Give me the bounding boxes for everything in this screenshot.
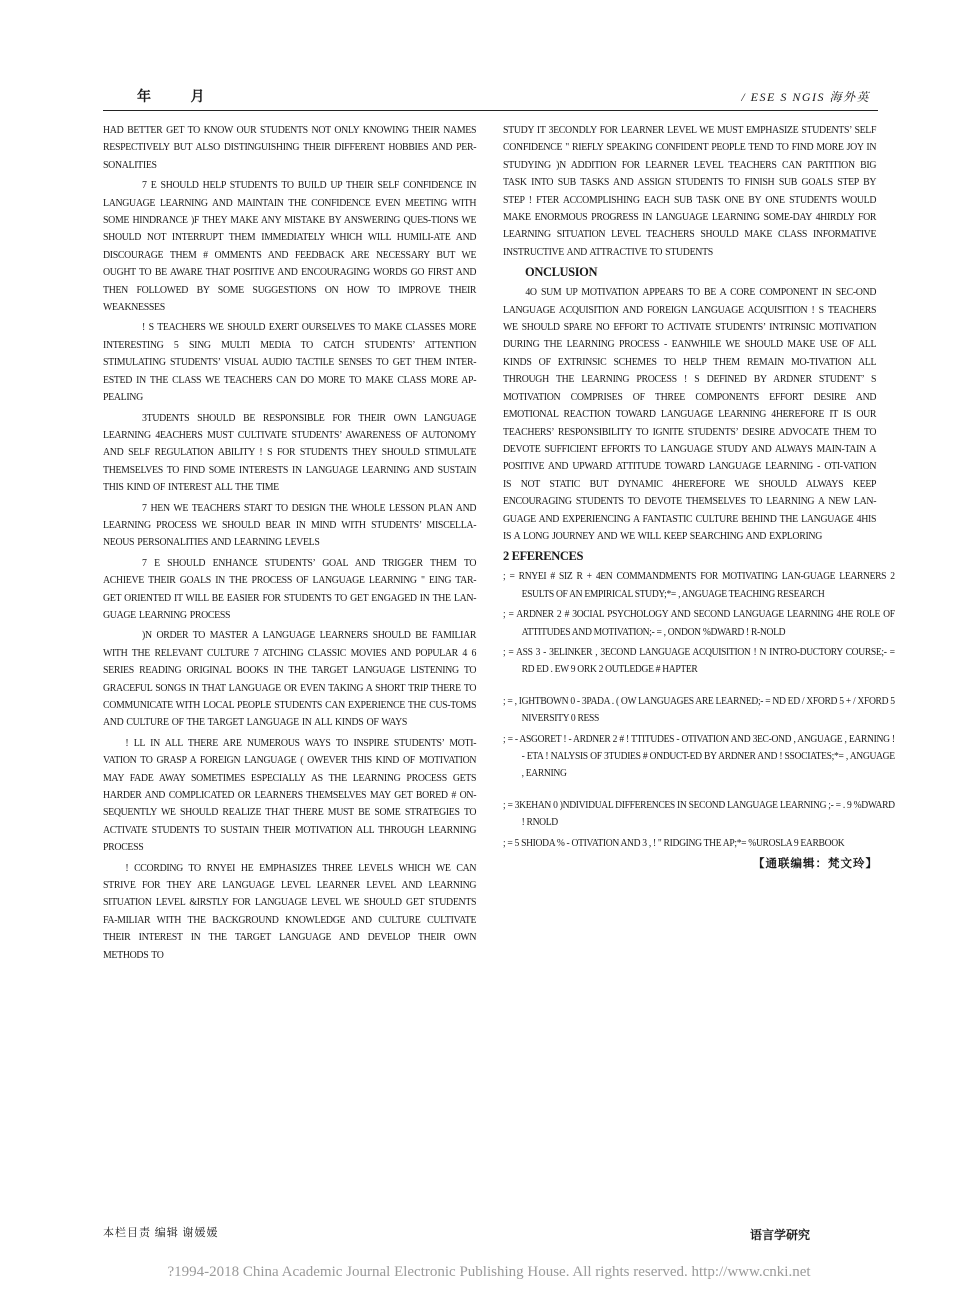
paragraph: ! S TEACHERS WE SHOULD EXERT OURSELVES TO MAKE CLASSES MORE INTERESTING 5 SING MULTI MEDIA TO CATCH STUDENTS’ ATTENTION STIMULATING STUDENTS’ VISUAL AUDIO TACTILE SENSES TO GET THEM INTER-ESTED IN THE CLASS WE TEACHERS CAN DO MORE TO MAKE CLASS MORE AP-PEALING	[103, 322, 477, 404]
paragraph: 7 HEN WE TEACHERS START TO DESIGN THE WHOLE LESSON PLAN AND LEARNING PROCESS WE SHOULD BEAR IN MIND WITH STUDENTS’ MISCELLA-NEOUS PERSONALITIES AND LEARNING LEVELS	[103, 502, 477, 549]
copyright-notice: ?1994-2018 China Academic Journal Electronic Publishing House. All rights reserved. http://www.cnki.net	[167, 1264, 811, 1280]
paragraph: 7 E SHOULD HELP STUDENTS TO BUILD UP THEIR SELF CONFIDENCE IN LANGUAGE LEARNING AND MAINTAIN THE CONFIDENCE EVEN MEETING WITH SOME HINDRANCE )F THEY MAKE ANY MISTAKE BY ANSWERING QUES-TIONS WE SHOULD NOT INTERRUPT THEM IMMEDIATELY WHICH WILL HUMILI-ATE AND DISCOURAGE THEM # OMMENTS AND FEEDBACK ARE NECESSARY BUT WE OUGHT TO BE AWARE THAT POSITIVE AND ENCOURAGING WORDS GO FIRST AND THEN FOLLOWED BY SOME SUGGESTIONS ON HOW TO IMPROVE THEIR WEAKNESSES	[103, 180, 477, 314]
paragraph: 7 E SHOULD ENHANCE STUDENTS’ GOAL AND TRIGGER THEM TO ACHIEVE THEIR GOALS IN THE PROCESS OF LANGUAGE LEARNING " EING TAR-GET ORIENTED IT WILL BE EASIER FOR STUDENTS TO GET ENGAGED IN THE LAN-GUAGE LEARNING PROCESS	[103, 557, 477, 621]
references-list	[503, 568, 895, 852]
editor-note: 【通联编辑：梵文玲】	[753, 858, 878, 871]
conclusion-heading: ONCLUSION	[525, 265, 598, 280]
footer-section-name: 语言学研究	[750, 1228, 811, 1242]
footer-editor-credit: 本栏目责 编辑 谢媛媛	[103, 1227, 219, 1239]
reference-item: ; = - ASGORET ! - ARDNER 2 # ! TTITUDES - OTIVATION AND 3EC-OND , ANGUAGE , EARNING ! - ETA ! NALYSIS OF 3TUDIES # ONDUCT-ED BY ARDNER AND ! SSOCIATES;*= , ANGUAGE , EARNING	[503, 733, 895, 780]
reference-item: ; = ARDNER 2 # 3OCIAL PSYCHOLOGY AND SECOND LANGUAGE LEARNING 4HE ROLE OF ATTITUDES AND MOTIVATION;- = , ONDON %DWARD ! R-NOLD	[503, 609, 895, 638]
header-journal-name: / ESE S NGIS 海外英	[741, 90, 870, 104]
header-rule	[103, 110, 878, 111]
paragraph: STUDY IT 3ECONDLY FOR LEARNER LEVEL WE MUST EMPHASIZE STUDENTS’ SELF CONFIDENCE " RIEFLY SPEAKING CONFIDENT PEOPLE TEND TO FIND MORE JOY IN STUDYING )N ADDITION FOR LEARNER LEVEL TEACHERS CAN PARTITION BIG TASK INTO SUB TASKS AND ASSIGN STUDENTS TO FINISH SUB GOALS STEP BY STEP ! FTER ACCOMPLISHING EACH SUB TASK ONE BY ONE STUDENTS WOULD MAKE ENORMOUS PROGRESS IN LANGUAGE LEARNING SOME-DAY 4HIRDLY FOR LEARNING SITUATION LEVEL TEACHERS SHOULD MAKE CLASS INFORMATIVE INSTRUCTIVE AND ATTRACTIVE TO STUDENTS	[503, 125, 877, 258]
paragraph: ! LL IN ALL THERE ARE NUMEROUS WAYS TO INSPIRE STUDENTS’ MOTI-VATION TO GRASP A FOREIGN LANGUAGE ( OWEVER THIS KIND OF MOTIVATION MAY FADE AWAY SOMETIMES ESPECIALLY AS THE LEARNING PROCESS GETS HARDER AND COMPLICATED OR LEARNERS THEMSELVES MAY GET BORED # ON-SEQUENTLY WE SHOULD REALIZE THAT THERE MUST BE SOME STRATEGIES TO ACTIVATE STUDENTS TO SUSTAIN THEIR MOTIVATION ALL THROUGH LEARNING PROCESS	[103, 737, 477, 854]
reference-item: ; = ASS 3 - 3ELINKER , 3ECOND LANGUAGE ACQUISITION ! N INTRO-DUCTORY COURSE;- = RD ED . EW 9 ORK 2 OUTLEDGE # HAPTER	[503, 646, 895, 676]
paragraph: HAD BETTER GET TO KNOW OUR STUDENTS NOT ONLY KNOWING THEIR NAMES RESPECTIVELY BUT ALSO DISTINGUISHING THEIR DIFFERENT HOBBIES AND PER-SONALITIES	[103, 125, 477, 171]
reference-item: ; = 5 SHIODA % - OTIVATION AND 3 , ! " RIDGING THE AP;*= %UROSLA 9 EARBOOK	[503, 837, 845, 849]
references-heading: 2 EFERENCES	[503, 549, 583, 564]
paragraph: 4O SUM UP MOTIVATION APPEARS TO BE A CORE COMPONENT IN SEC-OND LANGUAGE ACQUISITION AND FOREIGN LANGUAGE ACQUISITION ! S TEACHERS WE SHOULD SPARE NO EFFORT TO ACTIVATE STUDENTS’ INTRINSIC MOTIVATION DURING THE LEARNING PROCESS - EANWHILE WE SHOULD MAKE USE OF ALL KINDS OF EXTRINSIC SCHEMES TO HELP THEM REMAIN MO-TIVATION ALL THROUGH THE LEARNING PROCESS ! S DEFINED BY ARDNER STUDENT’ S MOTIVATION COMPRISES OF THREE COMPONENTS EFFORT DESIRE AND EMOTIONAL REACTION TOWARD LANGUAGE LEARNING 4HEREFORE IT IS OUR TEACHERS’ RESPONSIBILITY TO IGNITE STUDENTS’ DESIRE ADVOCATE THEM TO DEVOTE SUFFICIENT EFFORTS TO LANGUAGE STUDY AND ALWAYS MAIN-TAIN A POSITIVE AND UPWARD ATTITUDE TOWARD LANGUAGE LEARNING - OTI-VATION IS NOT STATIC BUT DYNAMIC 4HEREFORE WE SHOULD ALWAYS KEEP ENCOURAGING STUDENTS TO DEVOTE THEMSELVES TO LEARNING A NEW LAN-GUAGE AND EXPERIENCING A FANTASTIC CULTURE BEHIND THE LANGUAGE 4HIS IS A LONG JOURNEY AND WE WILL KEEP SEARCHING AND EXPLORING	[503, 287, 877, 542]
left-column	[103, 122, 478, 967]
header-issue-date: 年 月	[137, 90, 223, 105]
right-column-paragraphs	[503, 122, 878, 261]
paragraph: )N ORDER TO MASTER A LANGUAGE LEARNERS SHOULD BE FAMILIAR WITH THE RELEVANT CULTURE 7 ATCHING CLASSIC MOVIES AND POPULAR 4 6 SERIES READING ORIGINAL BOOKS IN THE TARGET LANGUAGE LISTENING TO GRACEFUL SONGS IN THAT LANGUAGE OR EVEN TAKING A SHORT TRIP THERE TO COMMUNICATE WITH LOCAL PEOPLE STUDENTS CAN EXPERIENCE THE CUS-TOMS AND CULTURE OF THE TARGET LANGUAGE IN ALL KINDS OF WAYS	[103, 630, 477, 729]
paragraph: 3TUDENTS SHOULD BE RESPONSIBLE FOR THEIR OWN LANGUAGE LEARNING 4EACHERS MUST CULTIVATE STUDENTS’ AWARENESS OF AUTONOMY AND SELF REGULATION ABILITY ! S FOR STUDENTS THEY SHOULD STIMULATE THEMSELVES TO FIND SOME INTERESTS IN LANGUAGE LEARNING AND SUSTAIN THIS KIND OF INTEREST ALL THE TIME	[103, 412, 477, 494]
reference-item: ; = 3KEHAN 0 )NDIVIDUAL DIFFERENCES IN SECOND LANGUAGE LEARNING ;- = . 9 %DWARD ! RNOLD	[503, 799, 895, 829]
reference-item: ; = RNYEI # SIZ R + 4EN COMMANDMENTS FOR MOTIVATING LAN-GUAGE LEARNERS 2 ESULTS OF AN EMPIRICAL STUDY;*= , ANGUAGE TEACHING RESEARCH	[503, 571, 895, 600]
conclusion-paragraphs	[503, 284, 878, 545]
reference-item: ; = , IGHTBOWN 0 - 3PADA . ( OW LANGUAGES ARE LEARNED;- = ND ED / XFORD 5 + / XFORD 5 NIVERSITY 0 RESS	[503, 695, 895, 725]
paragraph: ! CCORDING TO RNYEI HE EMPHASIZES THREE LEVELS WHICH WE CAN STRIVE FOR THEY ARE LANGUAGE LEVEL LEARNER LEVEL AND LEARNING SITUATION LEVEL &IRSTLY FOR LANGUAGE LEVEL WE SHOULD GET STUDENTS FA-MILIAR WITH THE BACKGROUND KNOWLEDGE AND CULTURE CULTIVATE THEIR INTEREST IN THE TARGET LANGUAGE AND DEVELOP THEIR OWN METHODS TO	[103, 862, 477, 961]
right-column	[503, 122, 895, 871]
